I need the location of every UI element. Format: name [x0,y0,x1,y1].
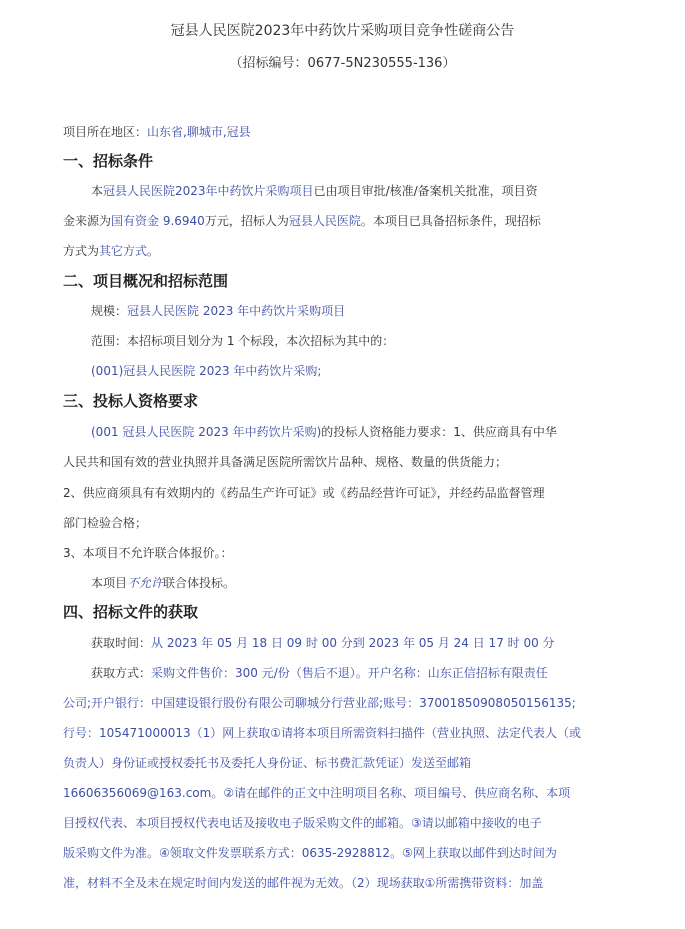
qual-line-3: 2、供应商须具有有效期内的《药品生产许可证》或《药品经营许可证》，并经药品监督管理 [63,486,545,500]
scale-line [91,302,685,320]
time-value: 从 2023 年 05 月 18 日 09 时 00 分到 2023 年 05 月 24 日 17 时 00 分 [151,636,555,650]
way-line-2: 公司;开户银行：中国建设银行股份有限公司聊城分行营业部;账号：37001850908050156135; [63,696,576,710]
region-line [63,123,657,141]
s1-text: 已由项目审批/核准/备案机关批准，项目资 [313,184,538,198]
range-line: 范围：本招标项目划分为 1 个标段，本次招标为其中的： [91,334,395,348]
scale-label: 规模： [91,304,128,318]
section-heading-conditions: 一、招标条件 [63,152,154,170]
tenderer-name: 冠县人民医院 [288,214,361,228]
page-title: 冠县人民医院2023年中药饮片采购项目竞争性磋商公告 [170,23,515,39]
way-line-6: 目授权代表、本项目授权代表电话及接收电子版采购文件的邮箱。③请以邮箱中接收的电子 [63,816,542,830]
project-name: 冠县人民医院2023年中药饮片采购项目 [103,184,314,198]
lot-ref: (001 冠县人民医院 2023 年中药饮片采购) [91,425,322,439]
qual-line-6 [91,574,685,592]
s1-line-3 [63,242,657,260]
s1-text: 。本项目已具备招标条件，现招标 [360,214,541,228]
region-value: 山东省,聊城市,冠县 [147,125,251,139]
s1-text: 万元，招标人为 [204,214,289,228]
section-heading-overview: 二、项目概况和招标范围 [63,272,229,290]
region-label: 项目所在地区： [63,125,148,139]
time-line [91,634,685,652]
qual-text: 本项目 [91,576,128,590]
time-label: 获取时间： [91,636,152,650]
way-label: 获取方式： [91,666,152,680]
consortium-flag: 不允许 [127,576,164,590]
tender-method: 其它方式 [99,244,148,258]
s1-text: 方式为 [63,244,100,258]
s1-text: 金来源为 [63,214,112,228]
way-line-7: 版采购文件为准。④领取文件发票联系方式：0635-2928812。⑤网上获取以邮件到达时间为 [63,846,557,860]
fund-amount: 国有资金 9.6940 [111,214,205,228]
way-text: 采购文件售价：300 元/份（售后不退）。开户名称：山东正信招标有限责任 [151,666,548,680]
way-line-4: 负责人）身份证或授权委托书及委托人身份证、标书费汇款凭证）发送至邮箱 [63,756,472,770]
qual-line-5: 3、本项目不允许联合体报价。： [63,546,233,560]
qual-line-4: 部门检验合格； [63,516,148,530]
lot-line: (001)冠县人民医院 2023 年中药饮片采购; [91,364,322,378]
scale-value: 冠县人民医院 2023 年中药饮片采购项目 [127,304,346,318]
way-line-3: 行号：105471000013（1）网上获取①请将本项目所需资料扫描件（营业执照、法定代表人（或 [63,726,582,740]
way-line-1 [91,664,685,682]
way-line-8: 准，材料不全及未在规定时间内发送的邮件视为无效。（2）现场获取①所需携带资料：加盖 [63,876,544,890]
s1-text: 。 [147,244,160,258]
qual-line-1 [91,423,685,441]
s1-text: 本 [91,184,104,198]
section-heading-qualification: 三、投标人资格要求 [63,392,199,410]
s1-line-1 [91,182,685,200]
qual-text: 的投标人资格能力要求：1、供应商具有中华 [321,425,557,439]
tender-number: （招标编号：0677-5N230555-136） [229,56,456,71]
qual-text: 联合体投标。 [163,576,236,590]
qual-line-2: 人民共和国有效的营业执照并具备满足医院所需饮片品种、规格、数量的供货能力； [63,455,508,469]
section-heading-documents: 四、招标文件的获取 [63,603,199,621]
way-line-5: 16606356069@163.com。②请在邮件的正文中注明项目名称、项目编号、供应商名称、本项 [63,786,571,800]
s1-line-2 [63,212,657,230]
